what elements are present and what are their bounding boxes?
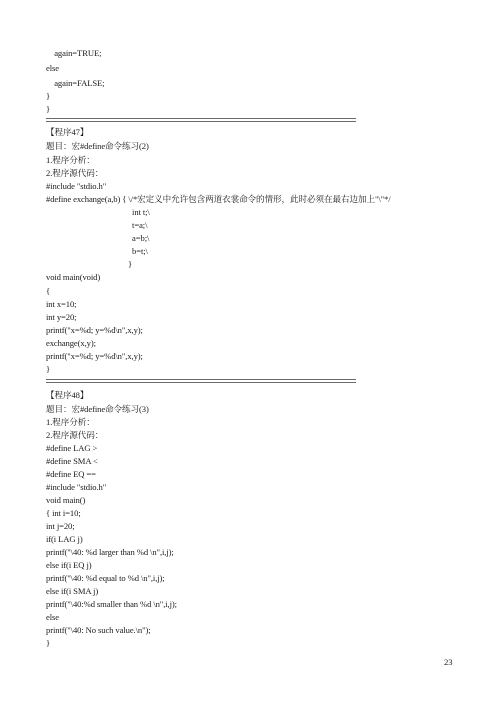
code-line: } xyxy=(46,104,51,114)
code-line: 2.程序源代码： xyxy=(46,430,104,440)
code-line: t=a;\ xyxy=(46,220,148,230)
code-line: if(i LAG j) xyxy=(46,534,83,544)
code-line: } xyxy=(46,364,51,374)
code-line: printf("\40: No such value.\n"); xyxy=(46,625,151,635)
code-line: printf("x=%d; y=%d\n",x,y); xyxy=(46,325,143,335)
separator-line xyxy=(46,118,356,122)
code-line: { int i=10; xyxy=(46,508,81,518)
code-line: b=t;\ xyxy=(46,246,148,256)
code-line: 题目：宏#define命令练习(2) xyxy=(46,141,149,151)
code-line: printf("x=%d; y=%d\n",x,y); xyxy=(46,351,143,361)
code-line: 1.程序分析： xyxy=(46,417,95,427)
code-line: a=b;\ xyxy=(46,233,150,243)
code-line: void main(void) xyxy=(46,272,101,282)
code-line: int y=20; xyxy=(46,312,77,322)
code-line: int t;\ xyxy=(46,207,150,217)
code-line: else if(i EQ j) xyxy=(46,560,92,570)
code-line: #include "stdio.h" xyxy=(46,181,107,191)
code-line: #define exchange(a,b) { \/*宏定义中允许包含两道衣裳命令的情形，此时必须在最右边加上"\"*/ xyxy=(46,194,391,204)
code-line: int j=20; xyxy=(46,521,75,531)
code-line: } xyxy=(46,638,51,648)
code-line: else if(i SMA j) xyxy=(46,586,99,596)
code-line: else xyxy=(46,612,59,622)
section-header: 【程序47】 xyxy=(46,127,89,137)
page-number: 23 xyxy=(444,657,453,667)
code-line: again=FALSE; xyxy=(46,78,105,88)
code-line: 题目：宏#define命令练习(3) xyxy=(46,404,149,414)
code-line: void main() xyxy=(46,495,86,505)
code-line: #define LAG > xyxy=(46,443,98,453)
code-line: #define EQ == xyxy=(46,469,96,479)
code-line: } xyxy=(46,259,132,269)
code-line: 1.程序分析： xyxy=(46,155,95,165)
code-line: printf("\40:%d smaller than %d \n",i,j); xyxy=(46,599,177,609)
code-line: { xyxy=(46,286,51,296)
section-header: 【程序48】 xyxy=(46,390,89,400)
code-line: exchange(x,y); xyxy=(46,338,96,348)
code-line: } xyxy=(46,91,51,101)
code-line: else xyxy=(46,63,59,73)
code-line: again=TRUE; xyxy=(46,48,102,58)
code-line: int x=10; xyxy=(46,299,77,309)
code-line: #include "stdio.h" xyxy=(46,482,107,492)
separator-line xyxy=(46,379,356,383)
code-line: printf("\40: %d larger than %d \n",i,j); xyxy=(46,547,174,557)
code-line: printf("\40: %d equal to %d \n",i,j); xyxy=(46,573,165,583)
code-line: 2.程序源代码： xyxy=(46,168,104,178)
code-line: #define SMA < xyxy=(46,456,98,466)
